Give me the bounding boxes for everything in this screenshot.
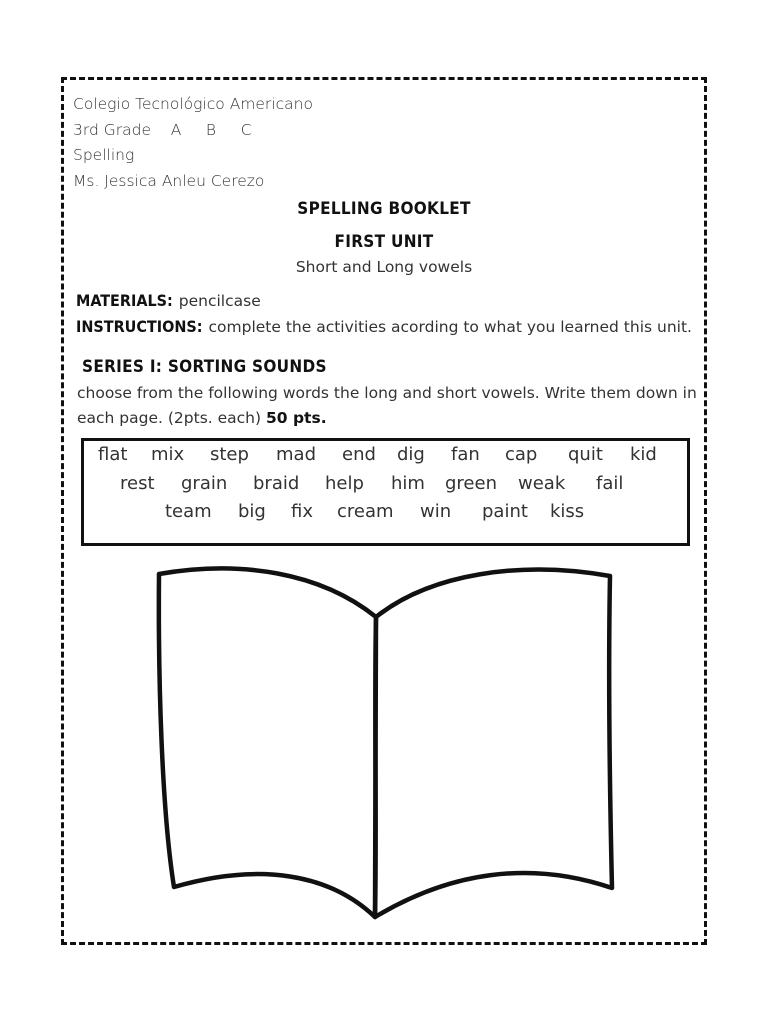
word-bank-word: kiss xyxy=(550,501,585,522)
word-bank-word: weak xyxy=(518,473,566,494)
teacher-name: Ms. Jessica Anleu Cerezo xyxy=(73,171,265,190)
word-bank-word: braid xyxy=(253,473,300,494)
instructions-line xyxy=(76,317,692,336)
word-bank-word: cap xyxy=(505,444,538,465)
word-bank-word: help xyxy=(325,473,364,494)
word-bank-word: win xyxy=(420,501,452,522)
word-bank-word: kid xyxy=(630,444,657,465)
series-title: SERIES I: SORTING SOUNDS xyxy=(82,357,327,377)
materials-line xyxy=(76,291,261,310)
word-bank-word: team xyxy=(165,501,212,522)
subject: Spelling xyxy=(73,146,135,164)
word-bank-word: flat xyxy=(98,444,128,465)
book-spine xyxy=(375,617,376,917)
series-instructions xyxy=(77,381,697,431)
word-bank-word: cream xyxy=(337,501,394,522)
school-name: Colegio Tecnológico Americano xyxy=(73,95,313,113)
word-bank-word: fail xyxy=(596,473,624,494)
word-bank-word: dig xyxy=(397,444,425,465)
open-book-illustration xyxy=(150,562,622,930)
word-bank-word: paint xyxy=(482,501,528,522)
word-bank-word: green xyxy=(445,473,497,494)
word-bank-word: step xyxy=(210,444,249,465)
word-bank-word: quit xyxy=(568,444,603,465)
book-right-page xyxy=(375,570,612,917)
materials-value: pencilcase xyxy=(178,292,261,310)
series-points: 50 pts. xyxy=(266,409,327,427)
booklet-subtitle: Short and Long vowels xyxy=(295,258,473,276)
grade-line: 3rd Grade A B C xyxy=(73,120,252,139)
word-bank-word: him xyxy=(391,473,425,494)
booklet-title: SPELLING BOOKLET xyxy=(297,199,471,219)
series-text: choose from the following words the long and short vowels. Write them down in each page. (2pts. each) xyxy=(77,384,697,427)
word-bank-word: mix xyxy=(151,444,185,465)
instructions-label: INSTRUCTIONS: xyxy=(76,317,203,336)
word-bank-word: end xyxy=(342,444,376,465)
unit-title: FIRST UNIT xyxy=(334,232,434,252)
word-bank-word: mad xyxy=(276,444,316,465)
word-bank-word: fix xyxy=(291,501,313,522)
school-info xyxy=(73,92,313,194)
word-bank-word: grain xyxy=(181,473,228,494)
materials-label: MATERIALS: xyxy=(76,291,173,310)
book-left-page xyxy=(159,568,376,917)
word-bank-word: fan xyxy=(451,444,480,465)
word-bank-word: rest xyxy=(120,473,155,494)
word-bank-word: big xyxy=(238,501,266,522)
instructions-value: complete the activities acording to what you learned this unit. xyxy=(208,318,692,336)
